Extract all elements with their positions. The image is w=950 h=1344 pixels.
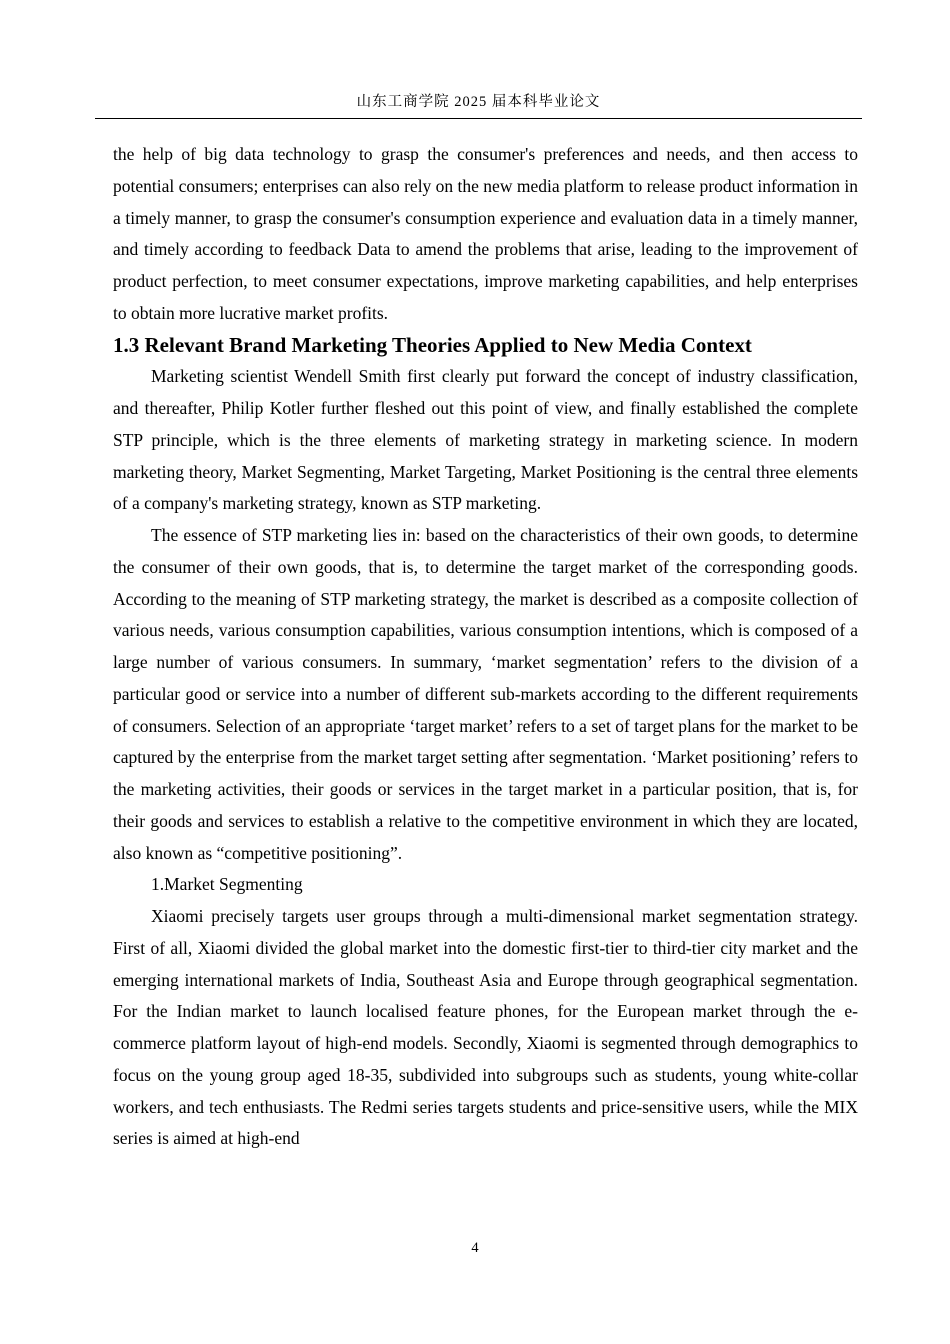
page-footer [0, 1240, 950, 1257]
document-body [113, 139, 858, 1155]
paragraph-stp-intro: Marketing scientist Wendell Smith first clearly put forward the concept of industry classification, and thereafter, Philip Kotler further fleshed out this point of view, and finally established the complete STP principle, which is the three elements of marketing strategy in marketing science. In modern marketing theory, Market Segmenting, Market Targeting, Market Positioning is the central three elements of a company's marketing strategy, known as STP marketing. [113, 366, 858, 514]
paragraph-continuation: the help of big data technology to grasp the consumer's preferences and needs, and then access to potential consumers; enterprises can also rely on the new media platform to release product information in a timely manner, to grasp the consumer's consumption experience and evaluation data in a timely manner, and timely according to feedback Data to amend the problems that arise, leading to the improvement of product perfection, to meet consumer expectations, improve marketing capabilities, and help enterprises to obtain more lucrative market profits. [113, 144, 858, 323]
page-header [95, 90, 862, 119]
list-item-market-segmenting: 1.Market Segmenting [151, 874, 303, 895]
page-number: 4 [471, 1240, 479, 1256]
section-heading-1-3: 1.3 Relevant Brand Marketing Theories Applied to New Media Context [113, 332, 752, 357]
paragraph-xiaomi-segmentation: Xiaomi precisely targets user groups through a multi-dimensional market segmentation strategy. First of all, Xiaomi divided the global market into the domestic first-tier to third-tier city market and the emerging international markets of India, Southeast Asia and Europe through geographical segmentation. For the Indian market to launch localised feature phones, for the European market through the e-commerce platform layout of high-end models. Secondly, Xiaomi is segmented through demographics to focus on the young group aged 18-35, subdivided into subgroups such as students, young white-collar workers, and tech enthusiasts. The Redmi series targets students and price-sensitive users, while the MIX series is aimed at high-end [113, 906, 858, 1149]
header-title: 山东工商学院 2025 届本科毕业论文 [356, 94, 601, 110]
paragraph-stp-essence: The essence of STP marketing lies in: based on the characteristics of their own goods, to determine the consumer of their own goods, that is, to determine the target market of the corresponding goods. According to the meaning of STP marketing strategy, the market is described as a composite collection of various needs, various consumption capabilities, various consumption intentions, which is composed of a large number of various consumers. In summary, ‘market segmentation’ refers to the division of a particular good or service into a number of different sub-markets according to the different requirements of consumers. Selection of an appropriate ‘target market’ refers to a set of target plans for the market to be captured by the enterprise from the market target setting after segmentation. ‘Market positioning’ refers to the marketing activities, their goods or services in the target market in a particular position, that is, for their goods and services to establish a relative to the competitive environment in which they are located, also known as “competitive positioning”. [113, 525, 858, 863]
